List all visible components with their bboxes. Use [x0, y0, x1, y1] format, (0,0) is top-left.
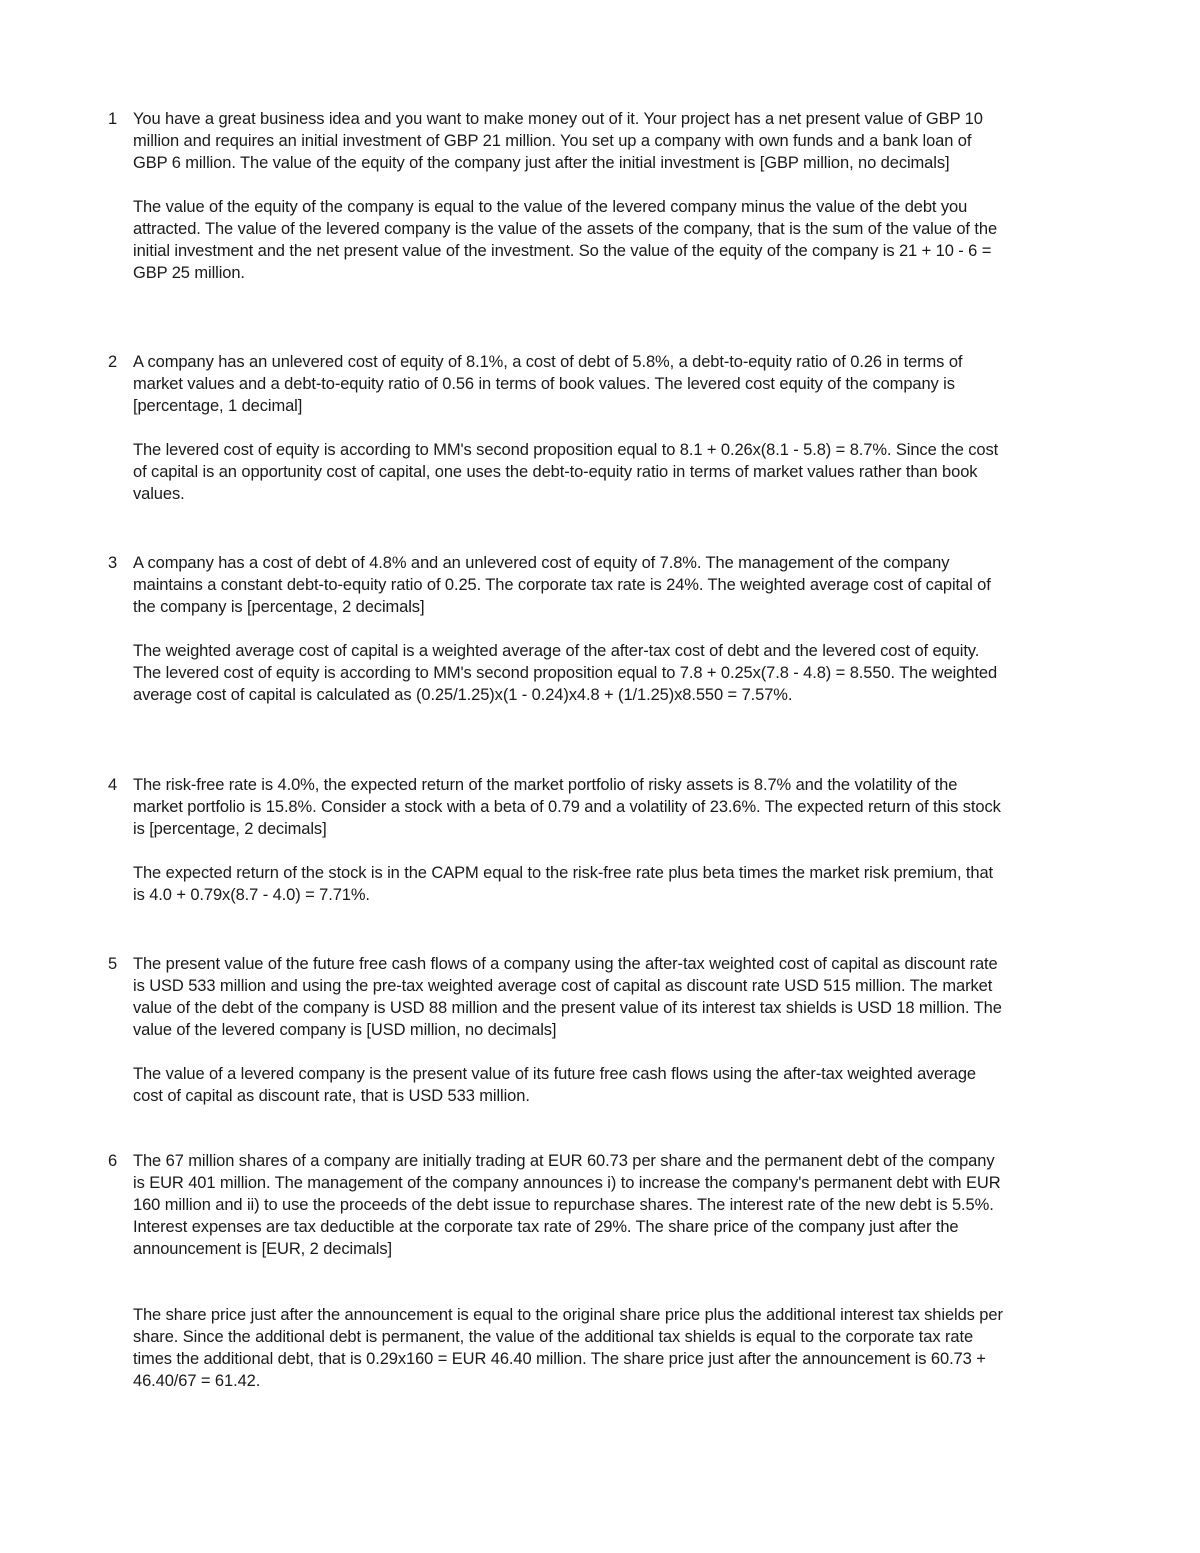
- question-number: 3: [108, 554, 118, 572]
- question-body: [133, 1150, 1008, 1392]
- answer-text: The value of a levered company is the present value of its future free cash flows using the after-tax weighted average cost of capital as discount rate, that is USD 533 million.: [133, 1065, 977, 1105]
- question-number: 1: [108, 110, 118, 128]
- question-body: [133, 953, 1008, 1107]
- question-body: [133, 351, 1008, 505]
- question-number: 5: [108, 955, 118, 973]
- question-text: The present value of the future free cash flows of a company using the after-tax weighted cost of capital as discount rate is USD 533 million and using the pre-tax weighted average cost of capital as discount rate USD 515 million. The market value of the debt of the company is USD 88 million and the present value of its interest tax shields is USD 18 million. The value of the levered company is [USD million, no decimals]: [133, 955, 1002, 1039]
- answer-text: The share price just after the announcement is equal to the original share price plus the additional interest tax shields per share. Since the additional debt is permanent, the value of the additional tax shields is equal to the corporate tax rate times the additional debt, that is 0.29x160 = EUR 46.40 million. The share price just after the announcement is 60.73 + 46.40/67 = 61.42.: [133, 1306, 1003, 1390]
- question-text: You have a great business idea and you want to make money out of it. Your project has a net present value of GBP 10 million and requires an initial investment of GBP 21 million. You set up a company with own funds and a bank loan of GBP 6 million. The value of the equity of the company just after the initial investment is [GBP million, no decimals]: [133, 110, 983, 172]
- question-text: The risk-free rate is 4.0%, the expected return of the market portfolio of risky assets is 8.7% and the volatility of the market portfolio is 15.8%. Consider a stock with a beta of 0.79 and a volatility of 23.6%. The expected return of this stock is [percentage, 2 decimals]: [133, 776, 1001, 838]
- question-body: [133, 552, 1008, 706]
- question-body: [133, 108, 1008, 284]
- question-number: 6: [108, 1152, 118, 1170]
- answer-text: The value of the equity of the company is equal to the value of the levered company minus the value of the debt you attracted. The value of the levered company is the value of the assets of the company, that is the sum of the value of the initial investment and the net present value of the investment. So the value of the equity of the company is 21 + 10 - 6 = GBP 25 million.: [133, 198, 998, 282]
- answer-text: The weighted average cost of capital is a weighted average of the after-tax cost of debt and the levered cost of equity. The levered cost of equity is according to MM's second proposition equal to 7.8 + 0.25x(7.8 - 4.8) = 8.550. The weighted average cost of capital is calculated as (0.25/1.25)x(1 - 0.24)x4.8 + (1/1.25)x8.550 = 7.57%.: [133, 642, 998, 704]
- question-text: A company has an unlevered cost of equity of 8.1%, a cost of debt of 5.8%, a debt-to-equity ratio of 0.26 in terms of market values and a debt-to-equity ratio of 0.56 in terms of book values. The levered cost equity of the company is [percentage, 1 decimal]: [133, 353, 963, 415]
- question-number: 2: [108, 353, 118, 371]
- question-number: 4: [108, 776, 118, 794]
- question-body: [133, 774, 1008, 906]
- question-text: The 67 million shares of a company are initially trading at EUR 60.73 per share and the permanent debt of the company is EUR 401 million. The management of the company announces i) to increase the company's permanent debt with EUR 160 million and ii) to use the proceeds of the debt issue to repurchase shares. The interest rate of the new debt is 5.5%. Interest expenses are tax deductible at the corporate tax rate of 29%. The share price of the company just after the announcement is [EUR, 2 decimals]: [133, 1152, 1001, 1258]
- answer-text: The levered cost of equity is according to MM's second proposition equal to 8.1 + 0.26x(8.1 - 5.8) = 8.7%. Since the cost of capital is an opportunity cost of capital, one uses the debt-to-equity ratio in terms of market values rather than book values.: [133, 441, 999, 503]
- question-text: A company has a cost of debt of 4.8% and an unlevered cost of equity of 7.8%. The management of the company maintains a constant debt-to-equity ratio of 0.25. The corporate tax rate is 24%. The weighted average cost of capital of the company is [percentage, 2 decimals]: [133, 554, 991, 616]
- answer-text: The expected return of the stock is in the CAPM equal to the risk-free rate plus beta times the market risk premium, that is 4.0 + 0.79x(8.7 - 4.0) = 7.71%.: [133, 864, 994, 904]
